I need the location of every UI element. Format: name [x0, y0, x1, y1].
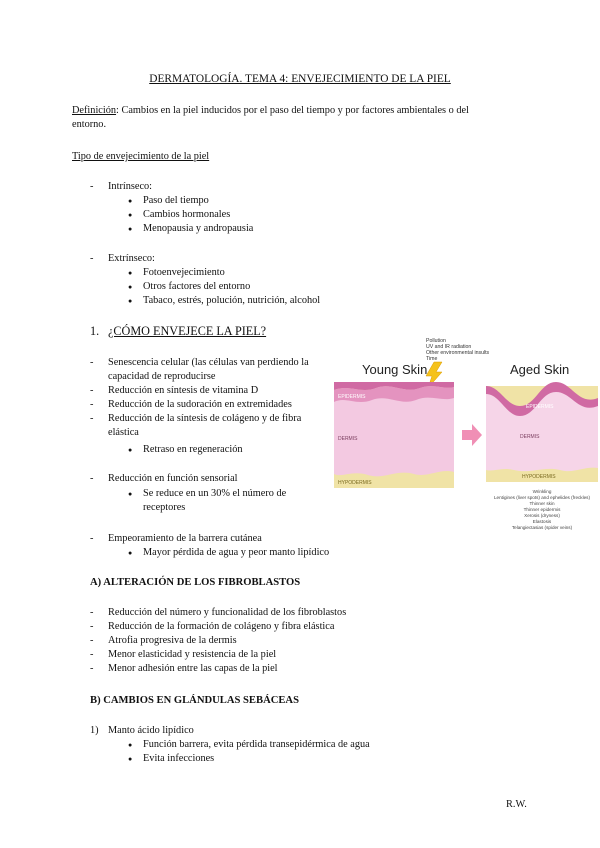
effect-label: Elastosis [532, 519, 552, 524]
factor-label: UV and IR radiation [426, 344, 472, 350]
list-item: ● Fotoenvejecimiento [143, 266, 225, 280]
factor-label: Pollution [426, 338, 446, 344]
definition-text: : Cambios en la piel inducidos por el paso del tiempo y por factores ambientales o del [116, 105, 469, 116]
definition-label: Definición [72, 105, 117, 116]
young-layer-label: EPIDERMIS [338, 394, 366, 400]
young-layer-label: DERMIS [338, 436, 358, 442]
extrinsic-label: Extrínseco: [108, 253, 155, 264]
list-item: Menor elasticidad y resistencia de la piel [108, 649, 277, 660]
arrow-icon [462, 424, 482, 446]
dash-marker: - [90, 473, 94, 484]
aged-layer-label: HYPODERMIS [522, 474, 556, 480]
dash-marker: - [90, 385, 94, 396]
list-item-cont: elástica [108, 427, 139, 438]
list-item: ● Cambios hormonales [143, 208, 230, 222]
effect-label: Xerosis (dryness) [524, 513, 560, 518]
list-item: Reducción de la síntesis de colágeno y de fibra [108, 413, 302, 424]
list-item: ● Evita infecciones [143, 752, 214, 766]
list-item: ● Retraso en regeneración [143, 443, 243, 457]
list-item: Reducción en síntesis de vitamina D [108, 385, 259, 396]
sectionB-sub-title: Manto ácido lipídico [108, 725, 194, 736]
list-item: Empeoramiento de la barrera cutánea [108, 533, 262, 544]
effect-label: Thinner skin [529, 501, 555, 506]
dash-marker: - [90, 413, 94, 424]
aged-skin-title: Aged Skin [510, 362, 570, 377]
list-item: ● Tabaco, estrés, polución, nutrición, alcohol [143, 294, 320, 308]
skin-aging-figure [330, 332, 600, 542]
footer-initials: R.W. [506, 799, 527, 810]
list-item: Reducción de la formación de colágeno y fibra elástica [108, 621, 335, 632]
list-item: Reducción en función sensorial [108, 473, 238, 484]
types-heading: Tipo de envejecimiento de la piel [72, 151, 210, 162]
list-item: Senescencia celular (las células van perdiendo la [108, 357, 309, 368]
list-item: ● Menopausia y andropausia [143, 222, 253, 236]
list-item: Reducción de la sudoración en extremidades [108, 399, 292, 410]
effect-label: Wrinkling [532, 489, 552, 494]
intrinsic-label: Intrínseco: [108, 181, 153, 192]
definition [72, 104, 469, 118]
aged-skin-diagram [486, 382, 598, 482]
sectionB-sub-number: 1) [90, 725, 99, 736]
dash-marker: - [90, 533, 94, 544]
list-item-cont: capacidad de reproducirse [108, 371, 216, 382]
dash-marker: - [90, 607, 94, 618]
definition-text-cont: entorno. [72, 119, 107, 130]
young-skin-title: Young Skin [362, 362, 428, 377]
young-skin-diagram [334, 382, 454, 488]
factor-label: Time [426, 356, 438, 362]
effect-label: Lentigines (liver spots) and ephelides (freckles) [493, 495, 591, 500]
effect-label: Thinner epidermis [523, 507, 561, 512]
page-title: DERMATOLOGÍA. TEMA 4: ENVEJECIMIENTO DE LA PIEL [149, 73, 451, 85]
list-item: ● Paso del tiempo [143, 194, 209, 208]
dash-marker: - [90, 253, 94, 264]
list-item: ● Mayor pérdida de agua y peor manto lipídico [143, 546, 329, 560]
dash-marker: - [90, 399, 94, 410]
aged-layer-label: DERMIS [520, 434, 540, 440]
list-item: Atrofia progresiva de la dermis [108, 635, 237, 646]
dash-marker: - [90, 181, 94, 192]
aged-effects [494, 489, 590, 530]
section1-number: 1. [90, 324, 100, 338]
effect-label: Telangiectasias (spider veins) [511, 525, 573, 530]
factor-label: Other environmental insults [426, 350, 490, 356]
dash-marker: - [90, 621, 94, 632]
sectionB-title: B) CAMBIOS EN GLÁNDULAS SEBÁCEAS [90, 695, 299, 706]
list-item-cont: receptores [143, 502, 186, 513]
list-item: ● Se reduce en un 30% el número de [143, 487, 286, 501]
dash-marker: - [90, 663, 94, 674]
factor-labels [426, 338, 490, 362]
dash-marker: - [90, 357, 94, 368]
list-item: Reducción del número y funcionalidad de los fibroblastos [108, 607, 347, 618]
aged-layer-label: EPIDERMIS [526, 404, 554, 410]
list-item: Menor adhesión entre las capas de la piel [108, 663, 278, 674]
section1-title: ¿CÓMO ENVEJECE LA PIEL? [108, 324, 267, 338]
dash-marker: - [90, 649, 94, 660]
list-item: ● Función barrera, evita pérdida transepidérmica de agua [143, 738, 370, 752]
young-layer-label: HYPODERMIS [338, 480, 372, 486]
dash-marker: - [90, 635, 94, 646]
list-item: ● Otros factores del entorno [143, 280, 250, 294]
sectionA-title: A) ALTERACIÓN DE LOS FIBROBLASTOS [90, 577, 301, 588]
